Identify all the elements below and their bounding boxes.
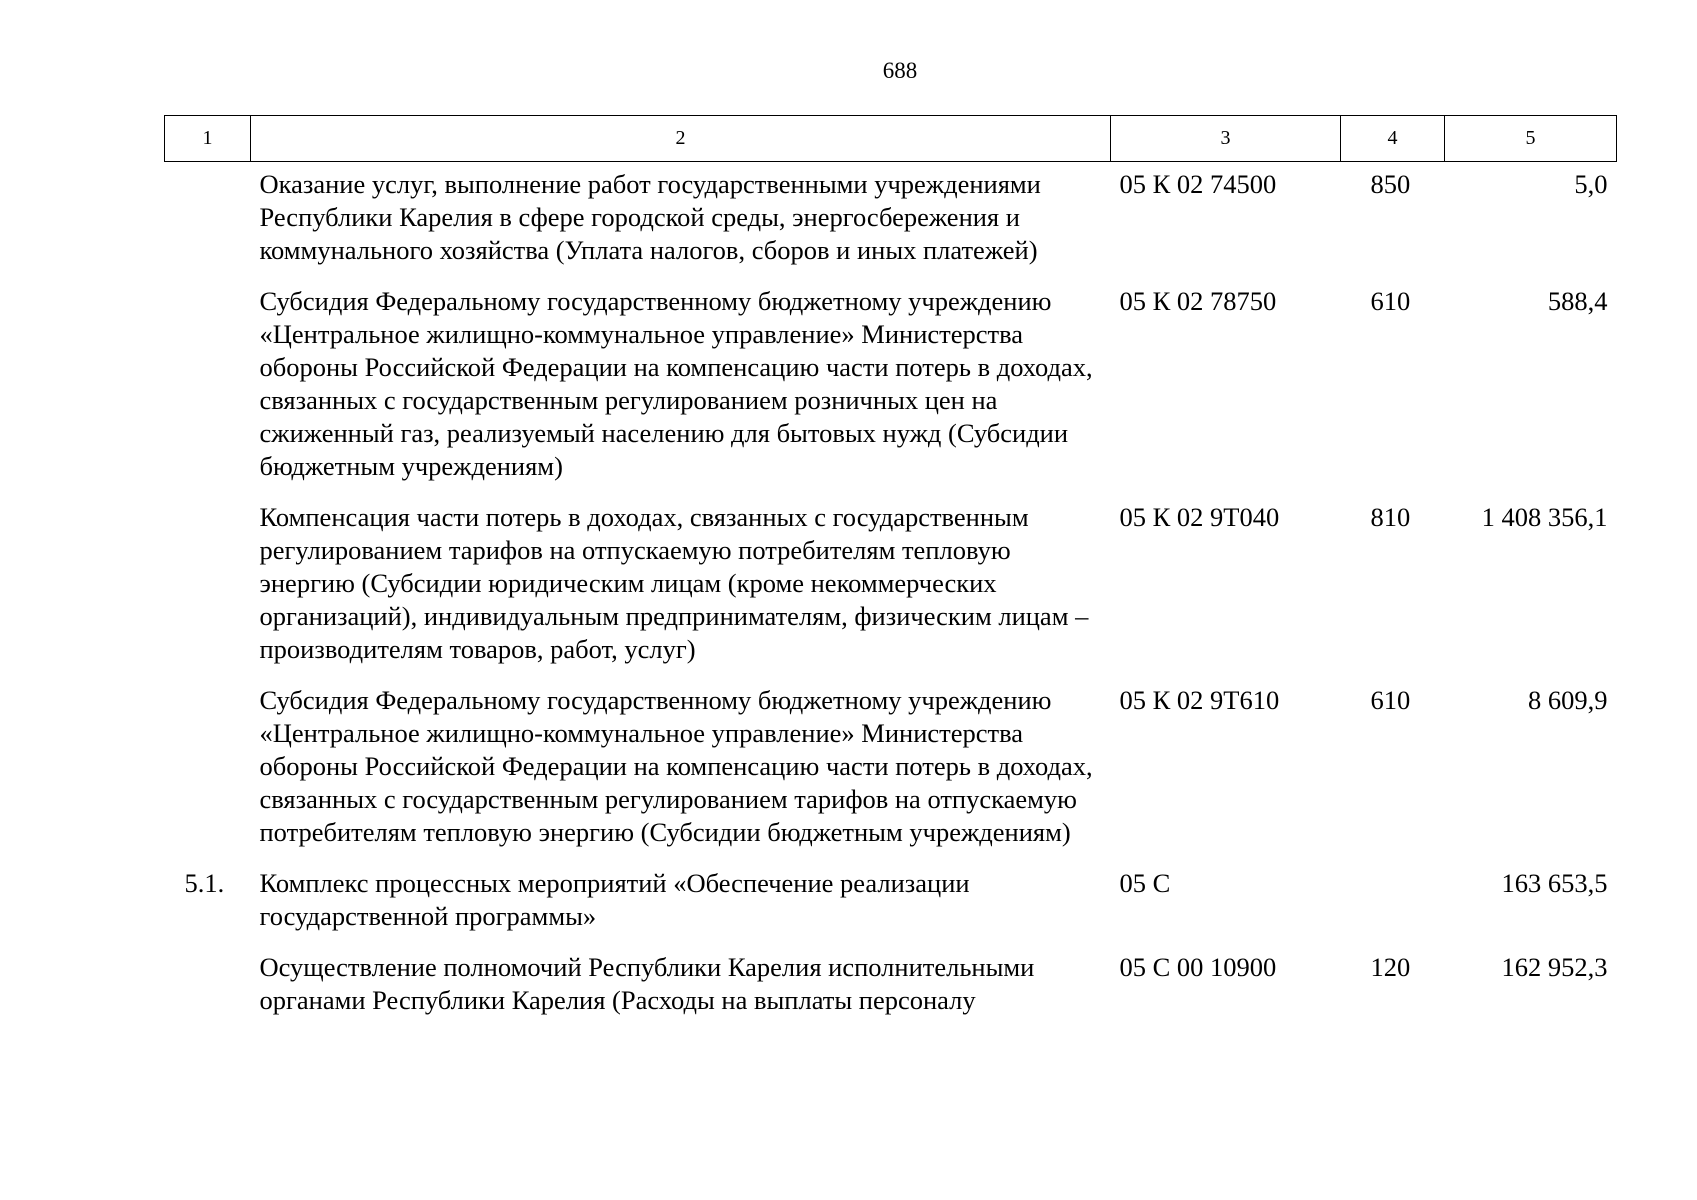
header-row bbox=[165, 116, 1617, 162]
row-code: 05 К 02 9Т610 bbox=[1119, 685, 1280, 715]
row-code: 05 К 02 9Т040 bbox=[1119, 502, 1280, 532]
row-description: Комплекс процессных мероприятий «Обеспечение реализации государственной программы» bbox=[259, 868, 970, 931]
table-row bbox=[165, 162, 1617, 280]
row-code: 05 С bbox=[1119, 868, 1171, 898]
table-row bbox=[165, 279, 1617, 495]
row-number bbox=[165, 279, 251, 495]
row-description: Оказание услуг, выполнение работ государственными учреждениями Республики Карелия в сфере городской среды, энергосбережения и коммунального хозяйства (Уплата налогов, сборов и иных платежей) bbox=[259, 169, 1041, 265]
row-amount: 588,4 bbox=[1547, 286, 1608, 316]
budget-table-container bbox=[164, 115, 1616, 1029]
header-col-5: 5 bbox=[1445, 116, 1617, 162]
table-row bbox=[165, 945, 1617, 1029]
budget-table bbox=[164, 115, 1617, 1029]
row-expense-type: 810 bbox=[1370, 502, 1411, 532]
table-header bbox=[165, 116, 1617, 162]
row-number bbox=[165, 945, 251, 1029]
header-col-2: 2 bbox=[251, 116, 1111, 162]
row-description: Осуществление полномочий Республики Карелия исполнительными органами Республики Карелия (Расходы на выплаты персоналу bbox=[259, 952, 1035, 1015]
row-code: 05 С 00 10900 bbox=[1119, 952, 1277, 982]
row-expense-type: 850 bbox=[1370, 169, 1411, 199]
row-expense-type: 610 bbox=[1370, 286, 1411, 316]
row-number bbox=[165, 678, 251, 861]
row-expense-type bbox=[1341, 861, 1445, 945]
page-number: 688 bbox=[882, 58, 918, 83]
row-expense-type: 610 bbox=[1370, 685, 1411, 715]
table-row bbox=[165, 495, 1617, 678]
header-col-3: 3 bbox=[1111, 116, 1341, 162]
row-number bbox=[165, 495, 251, 678]
row-description: Компенсация части потерь в доходах, связанных с государственным регулированием тарифов на отпускаемую потребителям тепловую энергию (Субсидии юридическим лицам (кроме некоммерческих организаций), индивидуальным предпринимателям, физическим лицам – производителям товаров, работ, услуг) bbox=[259, 502, 1089, 664]
row-expense-type: 120 bbox=[1370, 952, 1411, 982]
row-code: 05 К 02 74500 bbox=[1119, 169, 1277, 199]
header-col-1: 1 bbox=[165, 116, 251, 162]
row-number bbox=[165, 162, 251, 280]
header-col-4: 4 bbox=[1341, 116, 1445, 162]
row-description: Субсидия Федеральному государственному бюджетному учреждению «Центральное жилищно-коммунальное управление» Министерства обороны Российской Федерации на компенсацию части потерь в доходах, связанных с государственным регулированием розничных цен на сжиженный газ, реализуемый населению для бытовых нужд (Субсидии бюджетным учреждениям) bbox=[259, 286, 1093, 481]
row-amount: 5,0 bbox=[1574, 169, 1608, 199]
row-amount: 162 952,3 bbox=[1501, 952, 1608, 982]
row-amount: 1 408 356,1 bbox=[1481, 502, 1608, 532]
row-number: 5.1. bbox=[184, 868, 225, 898]
row-code: 05 К 02 78750 bbox=[1119, 286, 1277, 316]
table-row bbox=[165, 678, 1617, 861]
table-body bbox=[165, 162, 1617, 1030]
row-amount: 8 609,9 bbox=[1528, 685, 1608, 715]
row-description: Субсидия Федеральному государственному бюджетному учреждению «Центральное жилищно-коммунальное управление» Министерства обороны Российской Федерации на компенсацию части потерь в доходах, связанных с государственным регулированием тарифов на отпускаемую потребителям тепловую энергию (Субсидии бюджетным учреждениям) bbox=[259, 685, 1093, 847]
row-amount: 163 653,5 bbox=[1501, 868, 1608, 898]
table-row bbox=[165, 861, 1617, 945]
